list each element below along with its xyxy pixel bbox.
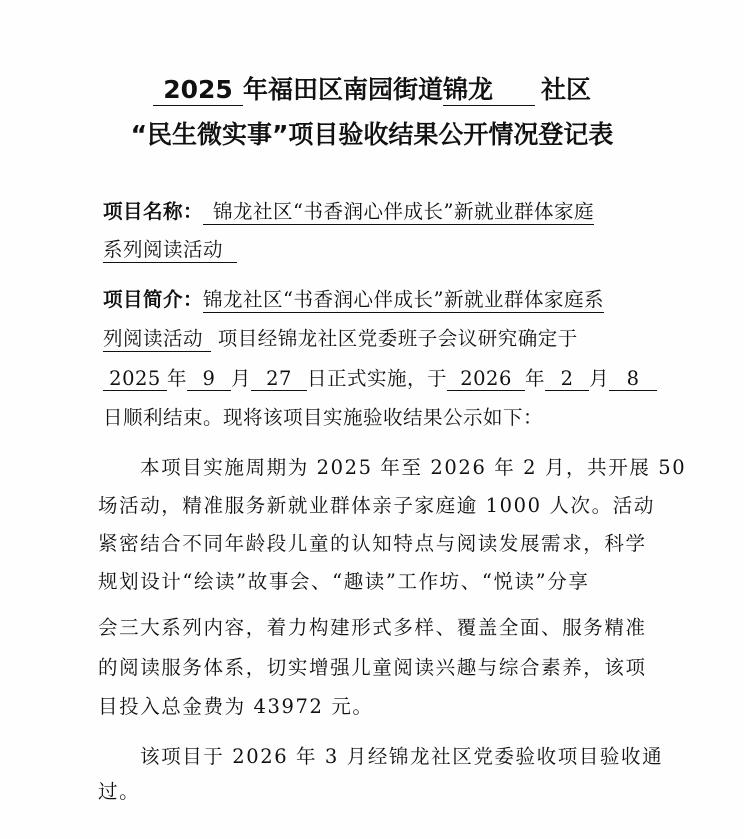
project-intro-dates-line [103, 363, 657, 391]
title-line-1 [0, 70, 744, 106]
body-para2-line-1: 该项目于 2026 年 3 月经锦龙社区党委验收项目验收通 [140, 745, 664, 768]
start-day: 27 [251, 367, 307, 391]
title-suffix: 社区 [541, 75, 592, 104]
end-day: 8 [609, 367, 657, 391]
project-intro-end-line [103, 402, 543, 430]
project-name-label: 项目名称： [103, 200, 204, 223]
project-intro-label: 项目简介： [103, 288, 204, 311]
end-month-unit: 月 [589, 367, 610, 390]
end-year-unit: 年 [525, 367, 546, 390]
project-intro-text: 项目经锦龙社区党委班子会议研究确定于 [217, 327, 578, 350]
project-name-line-1 [103, 196, 594, 224]
project-intro-line-2 [103, 323, 578, 351]
project-intro-line-1 [103, 284, 604, 312]
title-line-2: “民生微实事”项目验收结果公开情况登记表 [130, 120, 614, 149]
body-para1-line-7: 目投入总金费为 43972 元。 [98, 695, 374, 718]
start-year-unit: 年 [167, 367, 188, 390]
title-year: 2025 [153, 76, 243, 106]
title-community: 锦龙 [443, 76, 535, 106]
end-year: 2026 [447, 367, 525, 391]
body-para1-line-5: 会三大系列内容，着力构建形式多样、覆盖全面、服务精准 [98, 616, 647, 639]
project-name-value-2: 系列阅读活动 [103, 238, 237, 263]
title-middle: 年福田区南园街道 [242, 75, 443, 104]
start-year: 2025 [103, 367, 167, 391]
body-para2-line-2: 过。 [98, 780, 141, 803]
body-para1-line-4: 规划设计“绘读”故事会、“趣读”工作坊、“悦读”分享 [98, 570, 590, 593]
start-day-unit: 日正式实施，于 [307, 367, 448, 390]
project-intro-name-2: 列阅读活动 [103, 327, 211, 352]
project-name-line-2 [103, 234, 237, 262]
start-month: 9 [187, 367, 231, 391]
body-para1-line-3: 紧密结合不同年龄段儿童的认知特点与阅读发展需求，科学 [98, 532, 647, 555]
body-para1-line-1: 本项目实施周期为 2025 年至 2026 年 2 月，共开展 50 [140, 456, 687, 479]
end-month: 2 [545, 367, 589, 391]
body-para1-line-6: 的阅读服务体系，切实增强儿童阅读兴趣与综合素养，该项 [98, 656, 647, 679]
project-intro-end-text: 日顺利结束。现将该项目实施验收结果公示如下： [103, 406, 544, 429]
start-month-unit: 月 [231, 367, 252, 390]
body-para1-line-2: 场活动，精准服务新就业群体亲子家庭逾 1000 人次。活动 [98, 494, 655, 517]
project-intro-name-1: 锦龙社区“书香润心伴成长”新就业群体家庭系 [203, 288, 604, 311]
project-name-value-1: 锦龙社区“书香润心伴成长”新就业群体家庭 [203, 200, 594, 225]
